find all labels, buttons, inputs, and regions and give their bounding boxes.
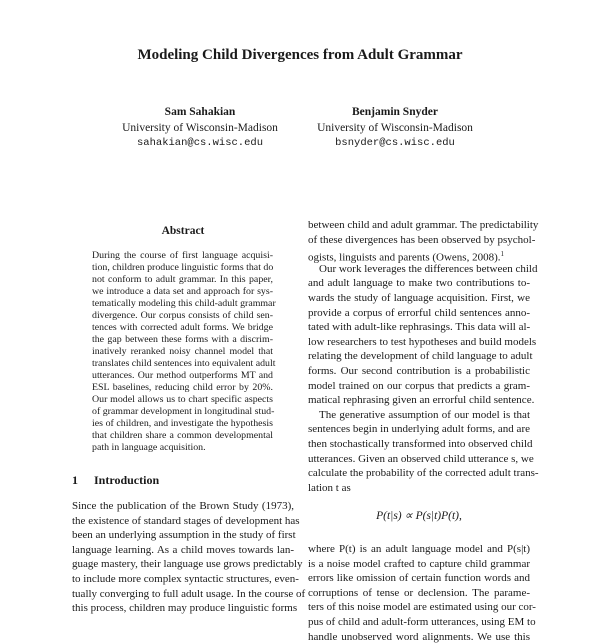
text-line: utterances. Our method outperforms MT and bbox=[92, 370, 273, 381]
text-line: inatively reranked noisy channel model that bbox=[92, 346, 273, 357]
text-line: and adult language to make two contributions to- bbox=[308, 277, 530, 290]
footnote-marker: 1 bbox=[500, 250, 504, 259]
text-line: wards the study of language acquisition. First, we bbox=[308, 291, 530, 304]
text-line: divergence. Our corpus consists of child sen- bbox=[92, 310, 273, 321]
author-block-2 bbox=[305, 105, 485, 152]
author-name: Benjamin Snyder bbox=[352, 106, 438, 118]
text-line: ogists, linguists and parents (Owens, 2008).$^1$ bbox=[308, 250, 504, 264]
text-line: been an underlying assumption in the study of first bbox=[72, 529, 296, 542]
author-email: bsnyder@cs.wisc.edu bbox=[335, 137, 455, 149]
text-line: forms. Our second contribution is a probabilistic bbox=[308, 364, 530, 377]
right-column-text-continued bbox=[308, 542, 536, 644]
text-line: the gap between these forms with a discrim- bbox=[92, 334, 273, 345]
text-line: translates child sentences into equivalent adult bbox=[92, 358, 276, 369]
text-line: lation t as bbox=[308, 481, 351, 494]
text-line: of these divergences has been observed by psychol- bbox=[308, 233, 536, 246]
text-line: corruptions of tense or declension. The parame- bbox=[308, 586, 530, 599]
text-line: the existence of standard stages of development has bbox=[72, 514, 300, 527]
text-line: ies of children, and investigate the hypothesis bbox=[92, 418, 273, 429]
text-line: matical rephrasing given an errorful child sentence. bbox=[308, 394, 535, 407]
author-block-1 bbox=[95, 105, 305, 152]
text-line: tated with adult-like rephrasings. This data will al- bbox=[308, 321, 531, 334]
text-line: Our model allows us to chart specific aspects bbox=[92, 394, 273, 405]
paper-title: Modeling Child Divergences from Adult Grammar bbox=[137, 47, 463, 63]
text-line: then stochastically transformed into observed child bbox=[308, 437, 533, 450]
text-line: utterances. Given an observed child utterance s, we bbox=[308, 452, 534, 465]
text-line: that children share a common developmental bbox=[92, 430, 273, 441]
text-line: tematically modeling this child-adult grammar bbox=[92, 298, 276, 309]
text-line: language learning. As a child moves towards lan- bbox=[72, 543, 294, 556]
equation: P(t|s) ∝ P(s|t)P(t), bbox=[376, 510, 462, 522]
text-line: of grammar development in longitudinal stud- bbox=[92, 406, 275, 417]
abstract-body bbox=[92, 250, 276, 454]
section-title: Introduction bbox=[94, 473, 160, 487]
text-line: Our work leverages the differences between child bbox=[319, 262, 538, 275]
text-line: The generative assumption of our model is that bbox=[319, 408, 530, 421]
text-line: handle unobserved word alignments. We use this bbox=[308, 630, 530, 643]
right-column-text bbox=[308, 218, 539, 495]
text-line: guage mastery, their language use grows predictably bbox=[72, 558, 303, 571]
author-affiliation: University of Wisconsin-Madison bbox=[122, 121, 278, 134]
text-line: ESL baselines, reducing child error by 20%. bbox=[92, 382, 273, 393]
abstract-heading: Abstract bbox=[161, 225, 205, 237]
text-line: During the course of first language acquisi- bbox=[92, 250, 273, 261]
author-email: sahakian@cs.wisc.edu bbox=[136, 137, 264, 149]
text-line: to include more complex syntactic structures, even- bbox=[72, 572, 299, 585]
text-line: Since the publication of the Brown Study (1973), bbox=[72, 500, 294, 512]
text-line: ters of this noise model are estimated using our cor- bbox=[308, 601, 536, 614]
text-line: not conform to adult grammar. In this paper, bbox=[92, 274, 273, 285]
text-line: provide a corpus of errorful child sentences anno- bbox=[308, 306, 530, 319]
text-line: errors like omission of certain function words and bbox=[308, 572, 530, 585]
text-line: where P(t) is an adult language model and P(s|t) bbox=[308, 543, 530, 555]
author-affiliation: University of Wisconsin-Madison bbox=[317, 121, 473, 134]
text-line: relating the development of child language to adult bbox=[308, 350, 533, 363]
text-line: is a noise model crafted to capture child grammar bbox=[308, 557, 530, 570]
text-line: sentences begin in underlying adult forms, and are bbox=[308, 423, 530, 436]
author-name: Sam Sahakian bbox=[164, 106, 236, 118]
text-line: tences with corrected adult forms. We bridge bbox=[92, 322, 273, 333]
section-heading-introduction bbox=[72, 473, 159, 488]
text-line: tually converging to full adult usage. In the course of bbox=[72, 587, 306, 600]
section-number: 1 bbox=[72, 473, 78, 487]
text-line: between child and adult grammar. The predictability bbox=[308, 219, 539, 231]
text-line: this process, children may produce linguistic forms bbox=[72, 602, 298, 615]
text-line: we introduce a data set and approach for sys- bbox=[92, 286, 273, 297]
text-line: calculate the probability of the corrected adult trans- bbox=[308, 467, 539, 480]
text-line: pus of child and adult-form utterances, using EM to bbox=[308, 615, 536, 628]
introduction-body bbox=[72, 499, 306, 616]
text-line: path in language acquisition. bbox=[92, 442, 206, 453]
text-line: tion, children produce linguistic forms that do bbox=[92, 262, 274, 273]
text-line: model trained on our corpus that predicts a gram- bbox=[308, 379, 530, 392]
text-line: low researchers to test hypotheses and build models bbox=[308, 335, 537, 348]
